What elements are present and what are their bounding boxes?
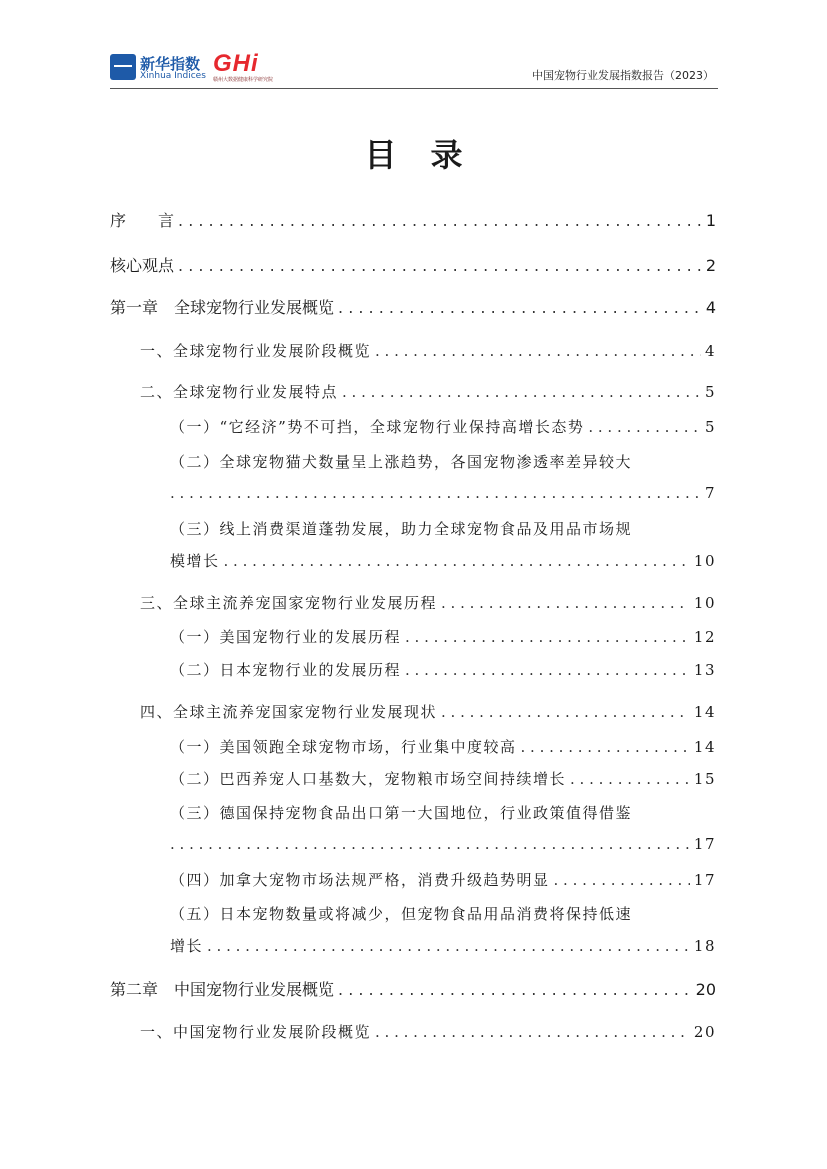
toc-entry-title: 四、全球主流养宠国家宠物行业发展现状 [140, 703, 438, 721]
toc-leader-dots [375, 342, 701, 360]
toc-entry-1-4-5-cont[interactable] [170, 935, 716, 957]
toc-leader-dots [441, 703, 690, 721]
toc-leader-dots [405, 661, 690, 679]
toc-page-number: 1 [705, 211, 716, 230]
toc-entry-1-4-3-leader[interactable] [170, 835, 716, 857]
toc-entry-1-4-4[interactable] [170, 869, 716, 891]
toc-page-number: 4 [704, 342, 716, 360]
toc-entry-title: （二）日本宠物行业的发展历程 [170, 661, 402, 679]
toc-page-number: 20 [695, 980, 716, 999]
toc-entry-1-4[interactable] [140, 701, 716, 723]
toc-page-number: 12 [693, 628, 716, 646]
toc-leader-dots [405, 628, 690, 646]
toc-entry-2-1[interactable] [140, 1021, 716, 1043]
toc-page-number: 5 [704, 418, 716, 436]
toc-leader-dots [178, 211, 702, 230]
toc-leader-dots [521, 738, 690, 756]
toc-entry-1-4-3-title[interactable]: （三）德国保持宠物食品出口第一大国地位，行业政策值得借鉴 [170, 804, 633, 822]
toc-page-number: 20 [693, 1023, 716, 1041]
toc-entry-title: 三、全球主流养宠国家宠物行业发展历程 [140, 594, 438, 612]
toc-entry-1-1[interactable] [140, 340, 716, 362]
toc-page-number: 4 [705, 298, 716, 317]
toc-entry-title-cont: 模增长 [170, 552, 220, 570]
toc-entry-title: 第一章 全球宠物行业发展概览 [110, 298, 335, 317]
toc-page-number: 15 [693, 770, 716, 788]
toc-entry-chapter-1[interactable] [110, 295, 716, 317]
toc-entry-title: （二）巴西养宠人口基数大，宠物粮市场空间持续增长 [170, 770, 567, 788]
toc-entry-title: 二、全球宠物行业发展特点 [140, 383, 339, 401]
toc-page-number: 17 [693, 835, 716, 853]
toc-page-number: 10 [693, 594, 716, 612]
toc-entry-1-4-1[interactable] [170, 736, 716, 758]
toc-page-number: 10 [693, 552, 716, 570]
toc-entry-1-2-1[interactable] [170, 416, 716, 438]
toc-entry-chapter-2[interactable] [110, 977, 716, 999]
toc-entry-title: 核心观点 [110, 256, 175, 275]
toc-entry-title: （一）“它经济”势不可挡，全球宠物行业保持高增长态势 [170, 418, 585, 436]
toc-entry-1-2-3-cont[interactable] [170, 550, 716, 572]
toc-entry-1-2-3-title[interactable]: （三）线上消费渠道蓬勃发展，助力全球宠物食品及用品市场规 [170, 520, 633, 538]
toc-leader-dots [441, 594, 690, 612]
toc-leader-dots [570, 770, 690, 788]
toc-entry-1-3-2[interactable] [170, 659, 716, 681]
toc-page-number: 2 [705, 256, 716, 275]
toc-page-number: 18 [693, 937, 716, 955]
toc-page-number: 14 [693, 738, 716, 756]
ghi-logo-subtitle: 赣州大数据健康科学研究院 [213, 77, 274, 83]
toc-entry-1-4-2[interactable] [170, 768, 716, 790]
toc-leader-dots [554, 871, 690, 889]
toc-entry-preface[interactable] [110, 208, 716, 230]
toc-entry-title: 一、全球宠物行业发展阶段概览 [140, 342, 372, 360]
toc-page-number: 5 [704, 383, 716, 401]
page-title: 目录 [364, 136, 497, 174]
toc-page-number: 17 [693, 871, 716, 889]
toc-entry-title: （一）美国宠物行业的发展历程 [170, 628, 402, 646]
toc-leader-dots [224, 552, 690, 570]
xinhua-logo-en: Xinhua Indices [140, 71, 206, 81]
toc-entry-1-2-2-title[interactable]: （二）全球宠物猫犬数量呈上涨趋势，各国宠物渗透率差异较大 [170, 453, 633, 471]
toc-leader-dots [207, 937, 690, 955]
toc-leader-dots [342, 383, 701, 401]
toc-entry-1-3-1[interactable] [170, 626, 716, 648]
toc-leader-dots [375, 1023, 690, 1041]
toc-page-number: 14 [693, 703, 716, 721]
toc-leader-dots [338, 980, 692, 999]
toc-entry-title: （一）美国领跑全球宠物市场，行业集中度较高 [170, 738, 517, 756]
toc-entry-title: 序 言 [110, 211, 175, 230]
toc-entry-1-2-2-leader[interactable] [170, 484, 716, 506]
toc-entry-title: （四）加拿大宠物市场法规严格，消费升级趋势明显 [170, 871, 550, 889]
toc-entry-title: 一、中国宠物行业发展阶段概览 [140, 1023, 372, 1041]
toc-entry-1-3[interactable] [140, 592, 716, 614]
ghi-logo-mark: GHi [213, 50, 259, 77]
toc-page-number: 7 [704, 484, 716, 502]
toc-entry-core-views[interactable] [110, 253, 716, 275]
toc-entry-title: 第二章 中国宠物行业发展概览 [110, 980, 335, 999]
toc-leader-dots [588, 418, 701, 436]
toc-leader-dots [170, 484, 701, 502]
toc-entry-1-2[interactable] [140, 381, 716, 403]
toc-entry-1-4-5-title[interactable]: （五）日本宠物数量或将减少，但宠物食品用品消费将保持低速 [170, 905, 633, 923]
report-title: 中国宠物行业发展指数报告（2023） [532, 69, 714, 82]
toc-entry-title-cont: 增长 [170, 937, 204, 955]
toc-leader-dots [170, 835, 690, 853]
toc-page-number: 13 [693, 661, 716, 679]
toc-leader-dots [178, 256, 702, 275]
toc-leader-dots [338, 298, 702, 317]
xinhua-logo-cn: 新华指数 [140, 55, 201, 73]
